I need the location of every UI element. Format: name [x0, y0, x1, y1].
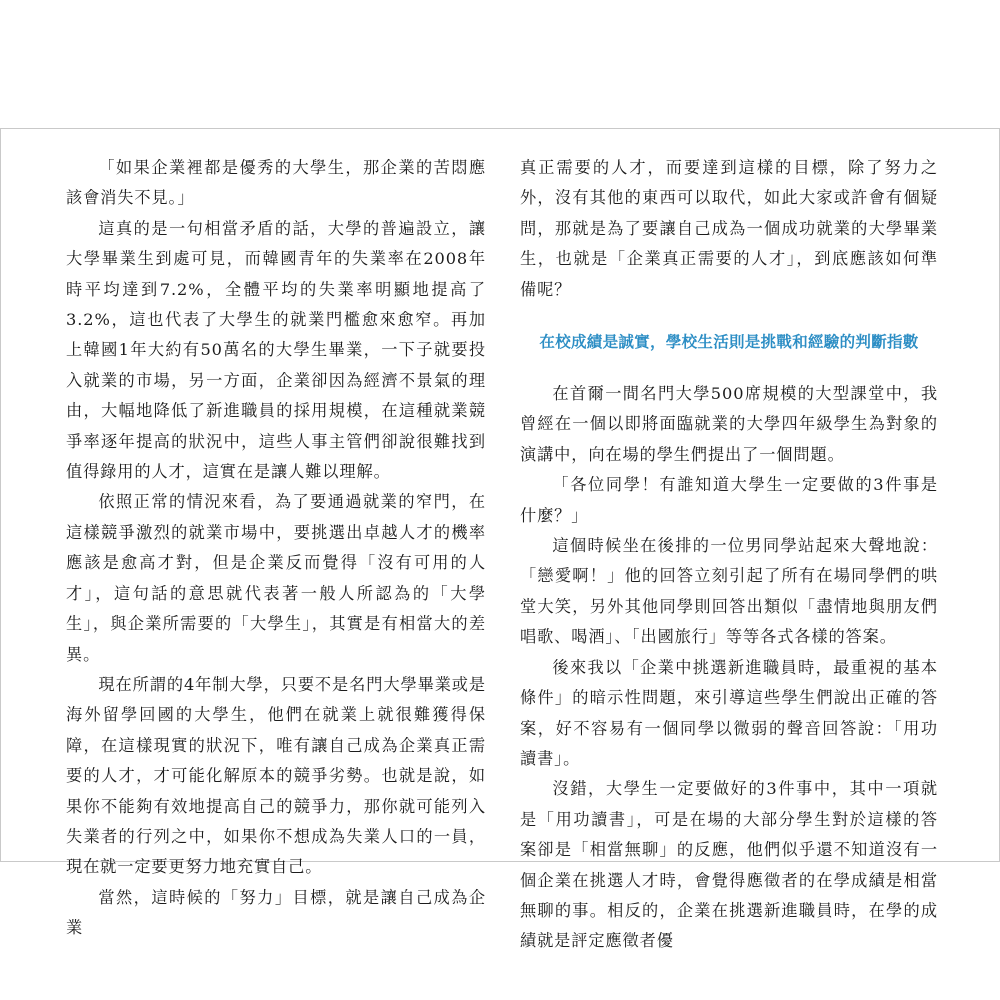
page-edge-left: [0, 129, 1, 861]
left-page: [66, 153, 486, 944]
book-spread: [0, 128, 1000, 951]
left-paragraph: 依照正常的情況來看，為了要通過就業的窄門，在這樣競爭激烈的就業市場中，要挑選出卓越人才的機率應該是愈高才對，但是企業反而覺得「沒有可用的人才」，這句話的意思就代表著一般人所認為的「大學生」，與企業所需要的「大學生」，其實是有相當大的差異。: [66, 492, 486, 664]
right-paragraph: 在首爾一間名門大學500席規模的大型課堂中，我曾經在一個以即將面臨就業的大學四年級學生為對象的演講中，向在場的學生們提出了一個問題。: [520, 384, 938, 464]
right-page: [520, 153, 938, 957]
left-paragraph: 現在所謂的4年制大學，只要不是名門大學畢業或是海外留學回國的大學生，他們在就業上就很難獲得保障，在這樣現實的狀況下，唯有讓自己成為企業真正需要的人才，才可能化解原本的競爭劣勢。也就是說，如果你不能夠有效地提高自己的競爭力，那你就可能列入失業者的行列之中，如果你不想成為失業人口的一員，現在就一定要更努力地充實自己。: [66, 674, 486, 877]
left-paragraph: 當然，這時候的「努力」目標，就是讓自己成為企業: [66, 887, 486, 938]
right-paragraph: 這個時候坐在後排的一位男同學站起來大聲地說：「戀愛啊！」他的回答立刻引起了所有在場同學們的哄堂大笑，另外其他同學則回答出類似「盡情地與朋友們唱歌、喝酒」、「出國旅行」等等各式各樣的答案。: [520, 536, 938, 647]
left-paragraph: 「如果企業裡都是優秀的大學生，那企業的苦悶應該會消失不見。」: [66, 158, 486, 208]
left-paragraph: 這真的是一句相當矛盾的話，大學的普遍設立，讓大學畢業生到處可見，而韓國青年的失業率在2008年時平均達到7.2%，全體平均的失業率明顯地提高了3.2%，這也代表了大學生的就業門檻愈來愈窄。再加上韓國1年大約有50萬名的大學生畢業，一下子就要投入就業的市場，另一方面，企業卻因為經濟不景氣的理由，大幅地降低了新進職員的採用規模，在這種就業競爭率逐年提高的狀況中，這些人事主管們卻說很難找到值得錄用的人才，這實在是讓人難以理解。: [66, 218, 486, 482]
right-continuation-paragraph: 真正需要的人才，而要達到這樣的目標，除了努力之外，沒有其他的東西可以取代，如此大家或許會有個疑問，那就是為了要讓自己成為一個成功就業的大學畢業生，也就是「企業真正需要的人才」，到底應該如何準備呢？: [520, 158, 938, 299]
right-paragraph: 「各位同學！有誰知道大學生一定要做的3件事是什麼？」: [520, 475, 938, 525]
section-heading: 在校成績是誠實，學校生活則是挑戰和經驗的判斷指數: [539, 333, 919, 352]
right-paragraph: 後來我以「企業中挑選新進職員時，最重視的基本條件」的暗示性問題，來引導這些學生們說出正確的答案，好不容易有一個同學以微弱的聲音回答說：「用功讀書」。: [520, 657, 938, 768]
right-paragraph: 沒錯，大學生一定要做好的3件事中，其中一項就是「用功讀書」，可是在場的大部分學生對於這樣的答案卻是「相當無聊」的反應，他們似乎還不知道沒有一個企業在挑選人才時，會覺得應徵者的在學成績是相當無聊的事。相反的，企業在挑選新進職員時，在學的成績就是評定應徵者優: [520, 779, 938, 951]
